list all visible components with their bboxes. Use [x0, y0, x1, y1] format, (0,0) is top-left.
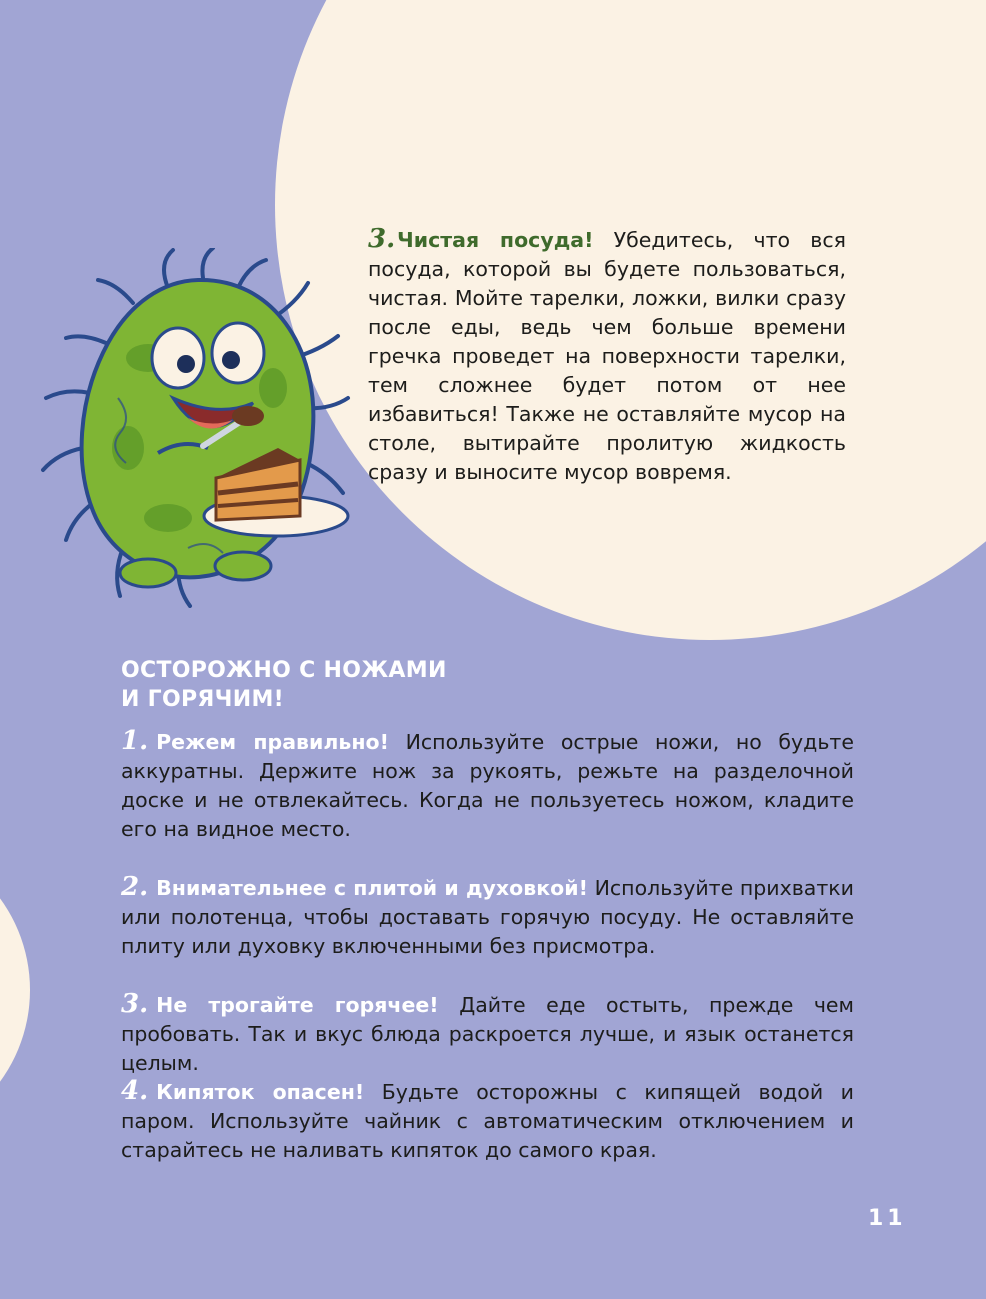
tip-1-number: 1. — [121, 726, 149, 756]
tip-3-number: 3. — [121, 989, 149, 1019]
intro-text: Убедитесь, что вся посуда, которой вы будете пользоваться, чистая. Мойте тарелки, ложки, вилки сразу после еды, ведь чем больше времени гречка проведет на поверхности тарелки, тем сложнее будет потом от нее избавиться! Также не оставляйте мусор на столе, вытирайте пролитую жидкость сразу и выносите мусор вовремя. — [368, 227, 846, 484]
tip-3 — [121, 990, 854, 1078]
intro-number: 3. — [368, 223, 396, 254]
tip-4-text: Будьте осторожны с кипящей водой и паром. Используйте чайник с автоматическим отключением и старайтесь не наливать кипяток до самого края. — [121, 1080, 854, 1162]
section-heading-line2: И ГОРЯЧИМ! — [121, 687, 284, 712]
tip-1-title: Режем правильно! — [156, 730, 389, 754]
microbe-eating-cake-icon — [38, 248, 358, 608]
page-number: 11 — [868, 1206, 907, 1231]
tip-1 — [121, 727, 854, 844]
tip-2-text: Используйте прихватки или полотенца, чтобы доставать горячую посуду. Не оставляйте плиту или духовку включенными без присмотра. — [121, 876, 854, 958]
decorative-circle-left — [0, 835, 30, 1145]
tip-3-text: Дайте еде остыть, прежде чем пробовать. Так и вкус блюда раскроется лучше, и язык останется целым. — [121, 993, 855, 1075]
tip-2 — [121, 873, 854, 961]
tip-2-number: 2. — [121, 872, 149, 902]
tip-3-title: Не трогайте горячее! — [156, 993, 439, 1017]
section-heading — [121, 656, 621, 714]
tip-1-text: Используйте острые ножи, но будьте аккуратны. Держите нож за рукоять, режьте на разделочной доске и не отвлекайтесь. Когда не пользуетесь ножом, кладите его на видное место. — [121, 730, 854, 841]
section-heading-line1: ОСТОРОЖНО С НОЖАМИ — [121, 658, 447, 683]
tip-2-title: Внимательнее с плитой и духовкой! — [156, 876, 588, 900]
tip-4 — [121, 1077, 854, 1165]
intro-title: Чистая посуда! — [397, 227, 594, 252]
intro-paragraph — [368, 225, 846, 487]
tip-4-number: 4. — [121, 1076, 149, 1106]
tip-4-title: Кипяток опасен! — [156, 1080, 365, 1104]
